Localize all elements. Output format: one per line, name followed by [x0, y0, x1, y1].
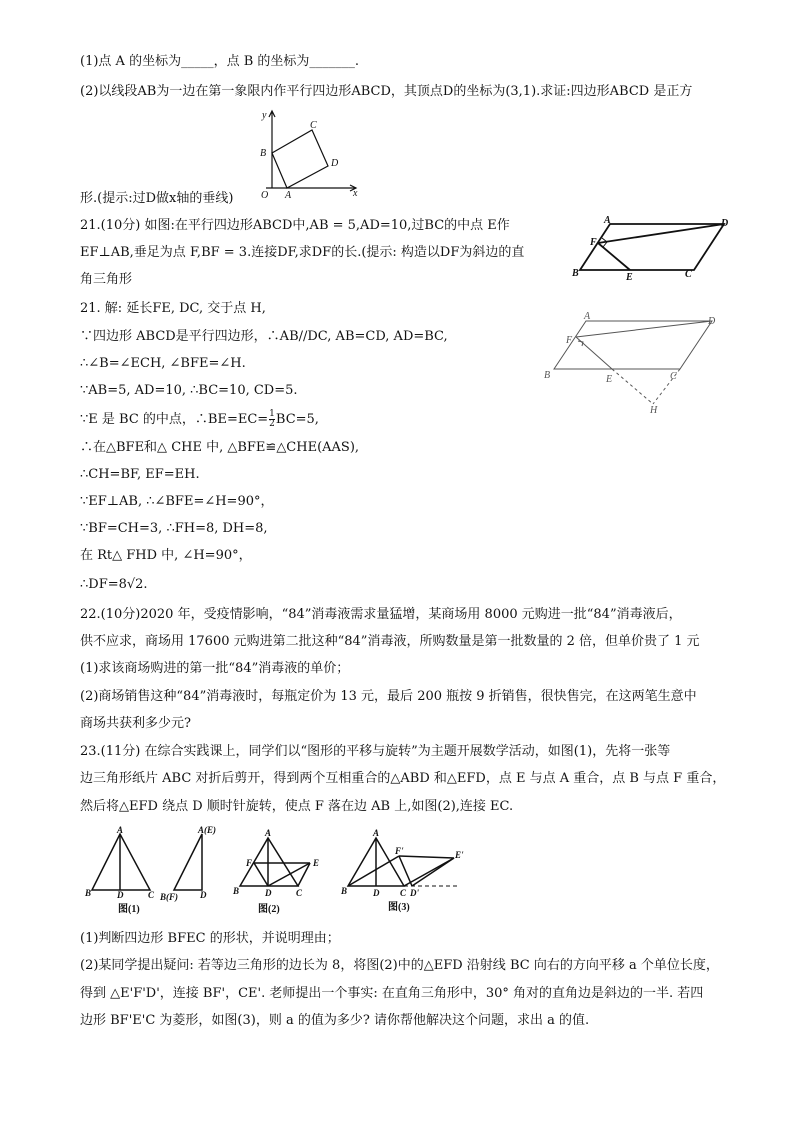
triangle-efd	[174, 834, 202, 890]
fig3-label-b: B	[341, 886, 348, 896]
label-d: D	[721, 218, 729, 229]
label-d: D	[331, 158, 339, 169]
q20-coordinate-figure	[252, 106, 367, 201]
solution-line-10: ∴DF=8√2.	[80, 577, 148, 592]
q23-line1: 23.(11分) 在综合实践课上，同学们以“图形的平移与旋转”为主题开展数学活动，如图(1)，先将一张等	[80, 744, 671, 759]
solution-line-9: 在 Rt△ FHD 中, ∠H=90°，	[80, 548, 252, 563]
segment-fe	[598, 243, 630, 270]
solution-line-4-text: ∵E 是 BC 的中点，∴BE=EC=	[80, 412, 269, 427]
label-h: H	[650, 405, 658, 416]
fig3-label-a: A	[373, 828, 380, 838]
q21-line3: 角三角形	[80, 272, 133, 287]
solution-line-6: ∴CH=BF, EF=EH.	[80, 467, 200, 482]
solution-line-2: ∴∠B=∠ECH, ∠BFE=∠H.	[80, 356, 246, 371]
fraction-denominator: 2	[269, 419, 275, 429]
label-a: A	[584, 311, 591, 322]
label-b: B	[260, 148, 267, 159]
fig3-label-c: C	[400, 888, 407, 898]
fig2-label-f: F	[246, 858, 253, 868]
fig3-label-e-prime: E'	[455, 850, 464, 860]
q20-part1: (1)点 A 的坐标为_____，点 B 的坐标为_______.	[80, 54, 360, 69]
segment-f-prime-e-prime	[399, 856, 454, 858]
q21-line2: EF⊥AB,垂足为点 F,BF = 3.连接DF,求DF的长.(提示: 构造以DF为斜边的直	[80, 245, 525, 260]
q23-figures	[80, 825, 464, 918]
right-angle-mark	[578, 341, 583, 346]
segment-fd	[576, 321, 712, 337]
solution-line-1: ∵四边形 ABCD是平行四边形，∴AB//DC, AB=CD, AD=BC,	[80, 329, 448, 344]
q20-part2-b: 形.(提示:过D做x轴的垂线)	[80, 191, 234, 206]
fig2-label-c: C	[296, 888, 303, 898]
fig2-label-a: A	[265, 828, 272, 838]
q23-line6: 得到 △E'F'D'，连接 BF'，CE'. 老师提出一个事实: 在直角三角形中，30° 角对的直角边是斜边的一半. 若四	[80, 986, 704, 1001]
q23-line4: (1)判断四边形 BFEC 的形状，并说明理由；	[80, 931, 340, 946]
q22-line4: (2)商场销售这种“84”消毒液时，每瓶定价为 13 元，最后 200 瓶按 9 折销售，很快售完，在这两笔生意中	[80, 689, 697, 704]
solution-line-4-tail: BC=5,	[275, 412, 319, 427]
solution-line-4	[80, 410, 319, 429]
q22-line3: (1)求该商场购进的第一批“84”消毒液的单价；	[80, 661, 350, 676]
fig2-label-b: B	[233, 886, 240, 896]
label-e: E	[606, 374, 613, 385]
label-y: y	[262, 110, 267, 121]
solution-line-7: ∵EF⊥AB, ∴∠BFE=∠H=90°，	[80, 494, 274, 509]
caption-fig2: 图(2)	[258, 904, 280, 915]
figure-1-shapes	[92, 834, 202, 890]
q22-line2: 供不应求，商场用 17600 元购进第二批这种“84”消毒液，所购数量是第一批数量的 2 倍，但单价贵了 1 元	[80, 634, 700, 649]
q21-parallelogram-figure	[568, 214, 738, 284]
fig1-label-ae: A(E)	[198, 825, 216, 835]
q23-line3: 然后将△EFD 绕点 D 顺时针旋转，使点 F 落在边 AB 上,如图(2),连接 EC.	[80, 799, 514, 814]
solution-line-3: ∵AB=5, AD=10, ∴BC=10, CD=5.	[80, 383, 298, 398]
solution-line-8: ∵BF=CH=3, ∴FH=8, DH=8,	[80, 521, 268, 536]
fig3-label-d-prime: D'	[410, 888, 419, 898]
label-a: A	[604, 215, 611, 226]
q22-line1: 22.(10分)2020 年，受疫情影响，“84”消毒液需求量猛增，某商场用 8000 元购进一批“84”消毒液后，	[80, 607, 682, 622]
label-x: x	[353, 188, 358, 199]
label-c: C	[685, 269, 692, 280]
solution-line-5: ∴在△BFE和△ CHE 中, △BFE≌△CHE(AAS),	[80, 440, 360, 455]
fig1-label-b: B	[85, 888, 92, 898]
segment-bf-prime	[348, 856, 399, 886]
label-c: C	[310, 120, 317, 131]
fig3-label-d: D	[373, 888, 380, 898]
q23-line5: (2)某同学提出疑问: 若等边三角形的边长为 8，将图(2)中的△EFD 沿射线 BC 向右的方向平移 a 个单位长度，	[80, 958, 719, 973]
caption-fig3: 图(3)	[388, 902, 410, 913]
segment-fd	[598, 224, 724, 243]
solution-figure	[538, 310, 728, 415]
label-b: B	[572, 268, 579, 279]
fig1-label-bf: B(F)	[160, 892, 178, 902]
q23-line7: 边形 BF'E'C 为菱形，如图(3)，则 a 的值为多少? 请你帮他解决这个问题，求出 a 的值.	[80, 1013, 590, 1028]
label-e: E	[626, 272, 633, 283]
fig1-label-a: A	[117, 825, 124, 835]
label-o: O	[261, 190, 269, 201]
caption-fig1: 图(1)	[118, 904, 140, 915]
q21-line1: 21.(10分) 如图:在平行四边形ABCD中,AB = 5,AD=10,过BC的中点 E作	[80, 218, 510, 233]
solution-line-0: 21. 解: 延长FE, DC, 交于点 H,	[80, 301, 266, 316]
fig1-label-d: D	[117, 890, 124, 900]
fig3-label-f-prime: F'	[395, 846, 404, 856]
label-c: C	[670, 371, 677, 382]
label-d: D	[708, 316, 716, 327]
parallelogram-abcd	[554, 321, 712, 369]
label-f: F	[566, 335, 573, 346]
triangle-abc	[92, 834, 150, 890]
q23-line2: 边三角形纸片 ABC 对折后剪开，得到两个互相重合的△ABD 和△EFD，点 E 与点 A 重合，点 B 与点 F 重合，	[80, 771, 726, 786]
fig1-label-c: C	[148, 890, 155, 900]
fig1-label-d2: D	[200, 890, 207, 900]
label-f: F	[590, 237, 597, 248]
square-abcd	[272, 130, 328, 188]
q22-line5: 商场共获利多少元?	[80, 716, 191, 731]
label-b: B	[544, 370, 551, 381]
label-a: A	[285, 190, 292, 201]
fig2-label-e: E	[313, 858, 320, 868]
fig2-label-d: D	[265, 888, 272, 898]
segment-fd	[254, 863, 268, 886]
q20-part2-a: (2)以线段AB为一边在第一象限内作平行四边形ABCD，其顶点D的坐标为(3,1).求证:四边形ABCD 是正方	[80, 84, 693, 99]
fraction-one-half	[269, 410, 275, 429]
extension-eh	[612, 369, 653, 404]
segment-e-prime-d-prime	[412, 858, 454, 886]
fraction-numerator: 1	[269, 409, 275, 419]
